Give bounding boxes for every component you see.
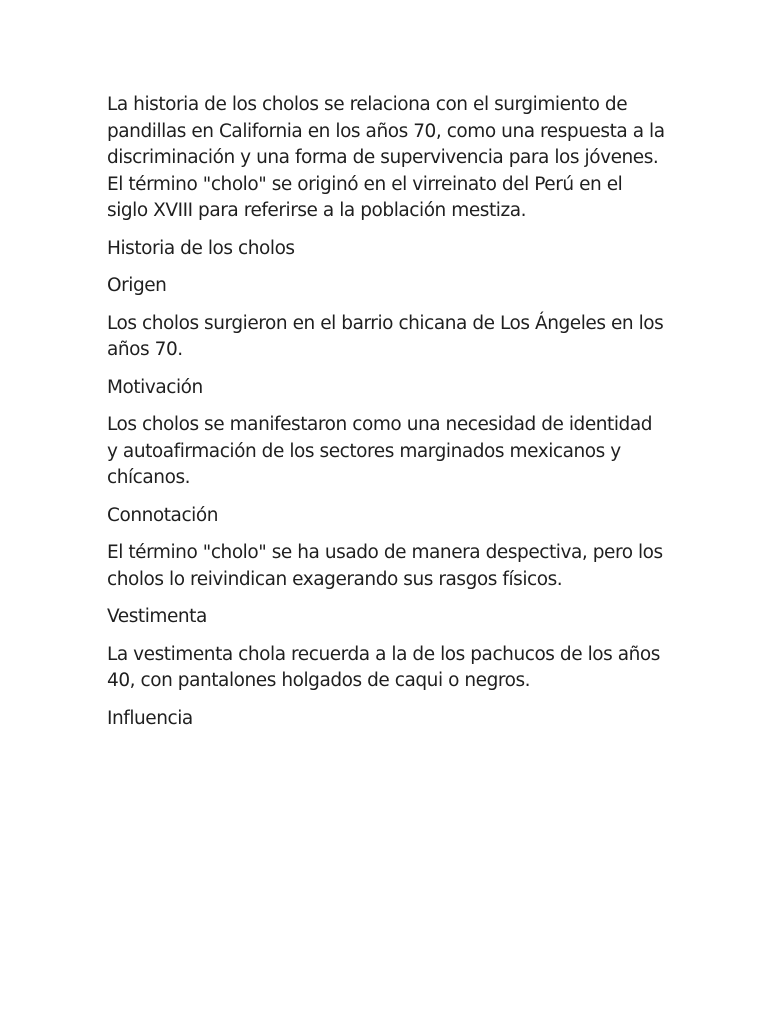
section-title-influencia: Influencia — [107, 707, 193, 729]
section-title-origen: Origen — [107, 275, 167, 296]
section-title-connotacion: Connotación — [107, 504, 219, 526]
section-title-motivacion: Motivación — [107, 376, 203, 398]
section-title-vestimenta: Vestimenta — [107, 606, 207, 627]
section-text-connotacion: El término "cholo" se ha usado de manera despectiva, pero los cholos lo reivindican exagerando sus rasgos físicos. — [107, 542, 663, 590]
document-heading: Historia de los cholos — [107, 237, 295, 259]
document-page — [107, 92, 667, 743]
intro-paragraph: La historia de los cholos se relaciona con el surgimiento de pandillas en California en los años 70, como una respuesta a la discriminación y una forma de supervivencia para los jóvenes. El término "cholo" se originó en el virreinato del Perú en el siglo XVIII para referirse a la población mestiza. — [107, 94, 665, 221]
section-text-vestimenta: La vestimenta chola recuerda a la de los pachucos de los años 40, con pantalones holgados de caqui o negros. — [107, 643, 660, 691]
section-text-origen: Los cholos surgieron en el barrio chicana de Los Ángeles en los años 70. — [107, 312, 664, 360]
section-text-motivacion: Los cholos se manifestaron como una necesidad de identidad y autoafirmación de los sectores marginados mexicanos y chícanos. — [107, 414, 653, 488]
